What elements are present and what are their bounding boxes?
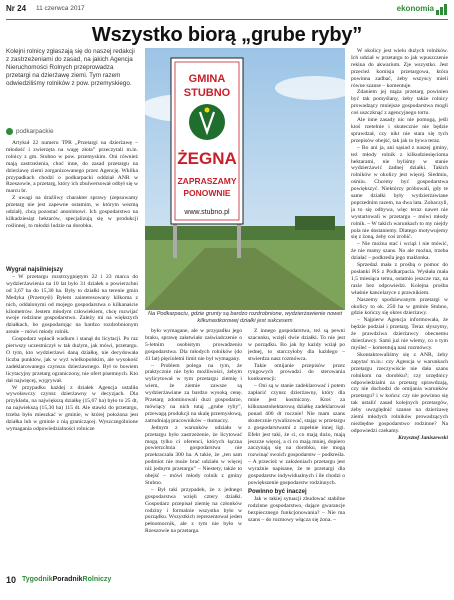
road-sign-photo [145,48,345,310]
paragraph: Jednym z warunków udziału w przetargu było zastrzeżenie, że licytować mogą tylko ci oferenci, których łączna powierzchnia gospodarstwa nie przekraczała 300 ha. A takie, że „ten sam podmiot nie może brać udziału w więcej niż jednym przetargu” – Niestety, także to obejść – mówi młody rolnik z gminy Stubno. [145,424,242,486]
section-name: ekonomia [396,4,434,13]
page-footer [6,575,448,589]
issue-date: 11 czerwca 2017 [36,5,85,12]
article-photo [145,48,345,310]
issue-number: Nr 24 [6,4,27,13]
author: Krzysztof Janiszewski [398,434,448,441]
paragraph: Skontaktowaliśmy się z ANR, żeby zapytać m.in.: czy Agencja w warunkach przetargu rzeczywiście nie dała szans rolnikom na dorobku?; czy urzędnicy odpowiedzialni za przetarg sprawdzają, czy nie dochodzi do omijania warunków przetargu? i w końcu: czy nie powinno się tak ustalić zasad kolejnych przetargów, żeby uwzględnić szanse na dzierżawę ziemi młodych rolników prowadzących niezbędne gospodarstwo rodzinne? Na odpowiedzi czekamy. [351,351,448,434]
article-lead: Kolejni rolnicy zgłaszają się do naszej redakcji z zastrzeżeniami do zasad, na jakich Agencja Nieruchomości Rolnych przeprowadza przetargi na dzierżawę ziemi. Tym razem odwiedziliśmy rolników z pow. przemyskiego. [6,48,135,88]
sign-text: PONOWNIE [183,188,231,198]
region-tag [6,126,53,136]
location-icon [6,128,13,135]
paragraph: Sprzedaż mała z prośbą o pomoc do posłanki PiS z Podkarpacia. Wysłała mała 1,5 miesiąca temu, ostatnio jeszcze raz, na razie bez odpowiedzi. Kolejna prośba właśnie kancelaryce z prawnikiem. [351,262,448,296]
paragraph: – W przetargu rozstrzygniętym 22 i 23 marca do wydzierżawienia na 10 lat było 31 działek o powierzchni od 3,67 ha do 15,30 ha. Były to działki na terenie gmin Medyka (Przemyśl) Byłem zainteresowany kilkoma z nich, oddalonymi od mojego gospodarstwa o kilkanaście kilometrów. Jestem młodym człowiekiem, chcę rozwijać swoje rodzinne gospodarstwo. Zależy mi na większych działkach, bo gospodarując na bardzo rozdrobnionym areale – mówi młody rolnik. [6,274,138,336]
column-3 [248,328,345,542]
paragraph: – Najpierw Agencja informowała, że będzie podział i przetarg. Teraz słyszymy, że prawdziwa dzierżawcy obecnemu dzierżawcy. Sami już nie wiemy, co o tym myśleć – komentują nasi rozmówcy. [351,317,448,351]
paragraph: Artykuł 22 numeru TPR „Przetargi na dzierżawę – młodość i zwierzęta na wagę złota” przeczytali m.in. rolnicy z gm. Stubno w pow. przemyskim. Oni również mają zastrzeżenia, choć inne, do zasad przetargu na dzierżawę ziemi zorganizowanego przez Agencję. Wkilka przypadkach chodzi o podkarpacki oddział ANR w Rzeszowie, a przetarg, który ich zbulwersował odbył się w marcu br. [6,140,138,195]
paragraph: Ale inne zasady nic nie pomogą, jeśli ktoś rzetelnie i skutecznie nie będzie sprawdzał, czy nikt nie stara się tych przepisów obejść, tak jak to bywa teraz. [351,117,448,144]
sign-url: www.stubno.pl [184,209,230,216]
photo-caption: Na Podkarpaciu, gdzie grunty są bardzo rozdrobnione, wydzierżawienie nowet kilkunastkorowej działki jest sukcesem [147,311,343,324]
sign-text: ŻEGNA [177,149,237,168]
paragraph: W okolicy jest wielu dużych rolników. Ich udział w przetargu to jak wpuszczenie rekina do akwarium. Zje wszystko. Jest przecież komisja przetargowa, która powinna zadbać, żeby wszyscy mieli równe szanse – komentuje. [351,48,448,89]
subheading: Powinno być inaczej [248,488,307,495]
paragraph: – Bo ani ja, ani sąsiad z naszej gminy, też młody rolnik z kilkudziesięcioma hektarami, nie byliśmy w stanie wydzierżawić żadnej działki. Takich rolników w okolicy jest więcej. Siedmiu, ośmiu. Chcemy być gospodarstwa powiększyć. Niektórzy próbowali, gdy te same działki były wydzierżawiane poprzednim razem, na dwa lata. Zobaczyli, ja to się odbywa, więc teraz nawet nie wystartowali w przetargu – mówi młody rolnik. – W takich warunkach to my niejdy pola nie dostaniemy. Dlatego motywujemy się z żoną, żeby coś zrobić. [351,144,448,241]
subheading: Wygrał najsilniejszy [6,267,63,273]
paragraph: – Był taki przypadek, że z jednego gospodarstwa wzięli cztery działki. Gospodarz przepisał ziemię na członków rodziny i formalnie wszystko było w porządku. Wszystkich reprezentował jeden pełnomocnik, ale z tym nie było w Rzeszowie na przetarga. [145,486,242,535]
paragraph: Takie omijanie przepisów przez ryngowych prowadzi do sterowania konkurencji: [248,362,345,383]
paragraph: – Problem polega na tym, że praktycznie nie było możliwości, żebym wylicytował w tym przetargu ziemię i wiem, że ziemie zawsze są wydzierżawiane za bardzo wysoką cenę. Przetarg zdominowali duzi gospodarze, mówiący na nich tutaj „grube ryby”, przewagą produkcji na skalę przemysłową, zatrudniają pracowników – tłumaczy. [145,362,242,424]
column-2 [145,328,242,542]
header-rule [6,19,448,20]
paragraph: Z uwagi na drażliwy charakter sprawy (zepsuwamy przetarg nie jest zapewne ostatnim, w którym wezmą udział), chcą pozostać anonimowi. Ich gospodarstwo na kilkadziesiąt hektarów, specjalizują się w produkcji roślinnej, to młodzi ludzie na dorobku. [6,195,138,229]
paragraph: Naszemy spodziewanym przetargi w okolicy to ok. 250 ha w gminie Stubno, gdzie kończy się okres dzierżawy. [351,296,448,317]
publication-logo: TygodnikPoradnikRolniczy [22,576,112,583]
paragraph: – Oni są w stanie zadeklarować i potem zapłacić czynsz dzierżawny, który dla mnie jest kosmiczny. Ktoś za kilkunastohektarową działkę zadeklarował ponad 400 dt rocznie! Nie mam szans skutecznie rywalizować, stając w przetargu z gospodarstwami z zupełnie innej ligi. Efekt jest taki, że ci, co mają dużo, mają jeszcze więcej, a ci co mają mniej, dopiero zaczynają się na dorobku, nie mogą rozwinąć swoich gospodarstw – podkreśla. – A przecież w założeniach przetargu jest wyraźnie napisane, że te przetargi dla gospodarstw indywidualnych i ile chodzi o powiększenie gospodarstw rodzinnych. [248,383,345,486]
paragraph: Z innego gospodarstwa, też są pewni szacunku, wzięli dwie działki. To nie jest w porządku. Bo jak by każdy wziął po jednej, to starczyłoby dla każdego – stwierdza nasz rozmówca. [248,328,345,362]
column-1-bottom [6,265,138,542]
sign-text: STUBNO [183,87,231,99]
region-tag-label: podkarpackie [16,127,54,135]
column-1-top [6,140,138,260]
paragraph: Gospodarz wpłacił wadium i stanął do licytacji. Po raz pierwszy uczestniczył w tak dużym, jak mówi, przetargu. O tym, kto wydzierżawi daną działkę, nie decydowała liczba punktów, jak w wyż wielkopolskim, ale wysokość zadeklarowanego czynszu dzierżawnego. Był to bowiem licytacyjny przetarg ograniczony, nie ofert pisemnych. Kto dał najwięcej, wygrywał. [6,336,138,384]
bar-chart-icon [436,4,448,15]
sign-text: ZAPRASZAMY [177,176,237,186]
sign-text: GMINA [188,73,226,85]
column-4 [351,48,448,542]
paragraph: Zdaniem jej mąża przetarg powinien być tak pomyślany, żeby także rolnicy prowadzący mniejsze gospodarstwa mogli coś uszczknąć z agencyjnego tortu. [351,89,448,117]
article-title: Wszystko biorą „grube ryby” [91,24,363,46]
page-number: 10 [6,575,17,585]
paragraph: W przypadku każdej z działek Agencja ustaliła wywoławczy czynsz dzierżawny w decyzjach. Dla przykładu, na największą działkę (15,67 ha) było to 25 dt, na najwiekszą (15,30 ha) 115 dt. Ale stawki do przetargu, trzeba było mieszkać w gminie, w której położona jest działka lub w gminie z nią graniczącej. Wyszczególnione wymagania odpowiedzialności rolnicze [6,384,138,432]
paragraph: było wymagane, ale w przypadku jego braku, sprawę załatwiało zaświadczenie o 5-letnim osobistym prowadzeniu gospodarstwa. Dla młodych rolników (do 41 lat) pięcioletni limit nie był wymagany. [145,328,242,362]
paragraph: – Nie można stać i wciąż i nie mówić, że nie mamy szans. No ale można, trzeba działać – podkreśla jego małżonka. [351,241,448,262]
page-header [6,4,448,18]
paragraph: Jak w takiej sytuacji zbudować stabilne rodzinne gospodarstwo, dające gwarancje bezpiecznego funkcjonowania? – Nie ma szans – do rozmowy włącza się żona. – [248,495,345,523]
